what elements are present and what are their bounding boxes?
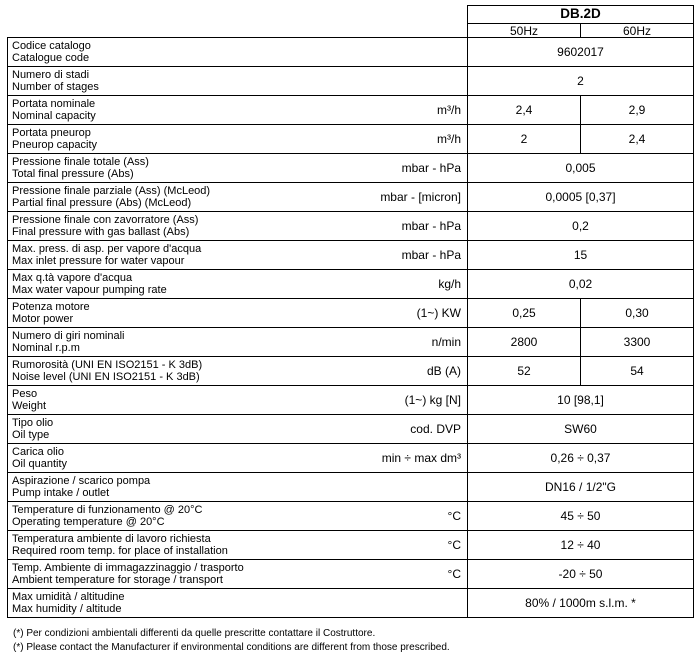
spec-row [8,328,694,357]
param-label [8,241,318,270]
value-both: 9602017 [468,38,694,67]
param-label-en: Oil type [12,429,314,442]
param-label-en: Nominal capacity [12,110,314,123]
param-unit: (1~) kg [N] [318,386,468,415]
spec-row [8,96,694,125]
spec-row [8,270,694,299]
spec-row [8,154,694,183]
param-label-en: Partial final pressure (Abs) (McLeod) [12,197,314,210]
param-label [8,154,318,183]
param-label-en: Noise level (UNI EN ISO2151 - K 3dB) [12,371,314,384]
param-label-it: Portata nominale [12,98,314,111]
spec-row [8,531,694,560]
value-60hz: 0,30 [581,299,694,328]
param-label-it: Max. press. di asp. per vapore d'acqua [12,243,314,256]
param-unit [318,473,468,502]
spec-row [8,415,694,444]
header-row-model [8,6,694,24]
param-unit: °C [318,531,468,560]
param-label-en: Catalogue code [12,52,314,65]
param-unit: n/min [318,328,468,357]
param-label [8,589,318,618]
spec-row [8,67,694,96]
value-both: SW60 [468,415,694,444]
param-label-en: Weight [12,400,314,413]
param-label [8,560,318,589]
value-both: 0,0005 [0,37] [468,183,694,212]
value-60hz: 3300 [581,328,694,357]
value-50hz: 0,25 [468,299,581,328]
value-60hz: 2,4 [581,125,694,154]
param-label-it: Tipo olio [12,417,314,430]
param-label [8,415,318,444]
param-unit: °C [318,560,468,589]
param-label [8,502,318,531]
value-50hz: 2800 [468,328,581,357]
param-unit: min ÷ max dm³ [318,444,468,473]
footnote-italian: (*) Per condizioni ambientali differenti da quelle prescritte contattare il Costruttore. [13,627,450,641]
param-label-it: Max q.tà vapore d'acqua [12,272,314,285]
header-row-frequency [8,24,694,38]
spec-row [8,589,694,618]
param-unit: m³/h [318,96,468,125]
model-name: DB.2D [468,6,694,24]
spec-row [8,444,694,473]
spec-row [8,241,694,270]
param-label-it: Temperatura ambiente di lavoro richiesta [12,533,314,546]
param-label-en: Pump intake / outlet [12,487,314,500]
param-label-it: Carica olio [12,446,314,459]
spec-table [7,5,694,618]
spec-row [8,299,694,328]
param-unit: m³/h [318,125,468,154]
param-unit [318,38,468,67]
param-label-en: Operating temperature @ 20°C [12,516,314,529]
param-label-en: Nominal r.p.m [12,342,314,355]
value-both: 80% / 1000m s.l.m. * [468,589,694,618]
param-label-en: Max water vapour pumping rate [12,284,314,297]
param-label [8,96,318,125]
param-unit: °C [318,502,468,531]
value-50hz: 52 [468,357,581,386]
value-60hz: 2,9 [581,96,694,125]
param-label-it: Temp. Ambiente di immagazzinaggio / trasporto [12,562,314,575]
freq-50hz: 50Hz [468,24,581,38]
param-label-it: Pressione finale totale (Ass) [12,156,314,169]
param-label [8,67,318,96]
param-unit [318,67,468,96]
param-label [8,125,318,154]
param-unit: cod. DVP [318,415,468,444]
spec-sheet [7,5,693,618]
param-label-it: Portata pneurop [12,127,314,140]
param-label [8,38,318,67]
param-label-it: Max umidità / altitudine [12,591,314,604]
param-unit [318,589,468,618]
spec-row [8,560,694,589]
param-label-it: Peso [12,388,314,401]
param-label [8,299,318,328]
param-unit: mbar - hPa [318,241,468,270]
value-both: 0,26 ÷ 0,37 [468,444,694,473]
param-label-en: Ambient temperature for storage / transport [12,574,314,587]
param-label-it: Pressione finale parziale (Ass) (McLeod) [12,185,314,198]
value-both: 0,2 [468,212,694,241]
param-label [8,444,318,473]
param-label [8,473,318,502]
param-unit: (1~) KW [318,299,468,328]
param-label-en: Total final pressure (Abs) [12,168,314,181]
param-label-en: Motor power [12,313,314,326]
param-unit: mbar - [micron] [318,183,468,212]
spec-row [8,386,694,415]
param-label-it: Numero di stadi [12,69,314,82]
param-label-en: Max inlet pressure for water vapour [12,255,314,268]
value-both: DN16 / 1/2"G [468,473,694,502]
spec-row [8,473,694,502]
param-label-it: Rumorosità (UNI EN ISO2151 - K 3dB) [12,359,314,372]
param-label-it: Temperature di funzionamento @ 20°C [12,504,314,517]
freq-60hz: 60Hz [581,24,694,38]
value-50hz: 2,4 [468,96,581,125]
param-label-it: Potenza motore [12,301,314,314]
spec-row [8,212,694,241]
value-60hz: 54 [581,357,694,386]
spec-row [8,125,694,154]
param-label-it: Codice catalogo [12,40,314,53]
footnote-english: (*) Please contact the Manufacturer if environmental conditions are different from those prescribed. [13,641,450,654]
spec-row [8,502,694,531]
value-50hz: 2 [468,125,581,154]
param-label-it: Pressione finale con zavorratore (Ass) [12,214,314,227]
param-unit: mbar - hPa [318,154,468,183]
value-both: 2 [468,67,694,96]
param-label [8,386,318,415]
param-label [8,212,318,241]
value-both: 15 [468,241,694,270]
param-label [8,328,318,357]
spec-row [8,38,694,67]
param-label-en: Required room temp. for place of installation [12,545,314,558]
spec-row [8,183,694,212]
param-label-it: Numero di giri nominali [12,330,314,343]
value-both: -20 ÷ 50 [468,560,694,589]
param-label-en: Pneurop capacity [12,139,314,152]
param-label [8,531,318,560]
value-both: 0,005 [468,154,694,183]
value-both: 45 ÷ 50 [468,502,694,531]
param-unit: kg/h [318,270,468,299]
value-both: 10 [98,1] [468,386,694,415]
param-label-en: Number of stages [12,81,314,94]
param-label-en: Final pressure with gas ballast (Abs) [12,226,314,239]
param-label [8,183,318,212]
param-label-it: Aspirazione / scarico pompa [12,475,314,488]
param-label [8,357,318,386]
param-label-en: Max humidity / altitude [12,603,314,616]
value-both: 0,02 [468,270,694,299]
value-both: 12 ÷ 40 [468,531,694,560]
param-unit: dB (A) [318,357,468,386]
param-label [8,270,318,299]
param-unit: mbar - hPa [318,212,468,241]
param-label-en: Oil quantity [12,458,314,471]
spec-row [8,357,694,386]
